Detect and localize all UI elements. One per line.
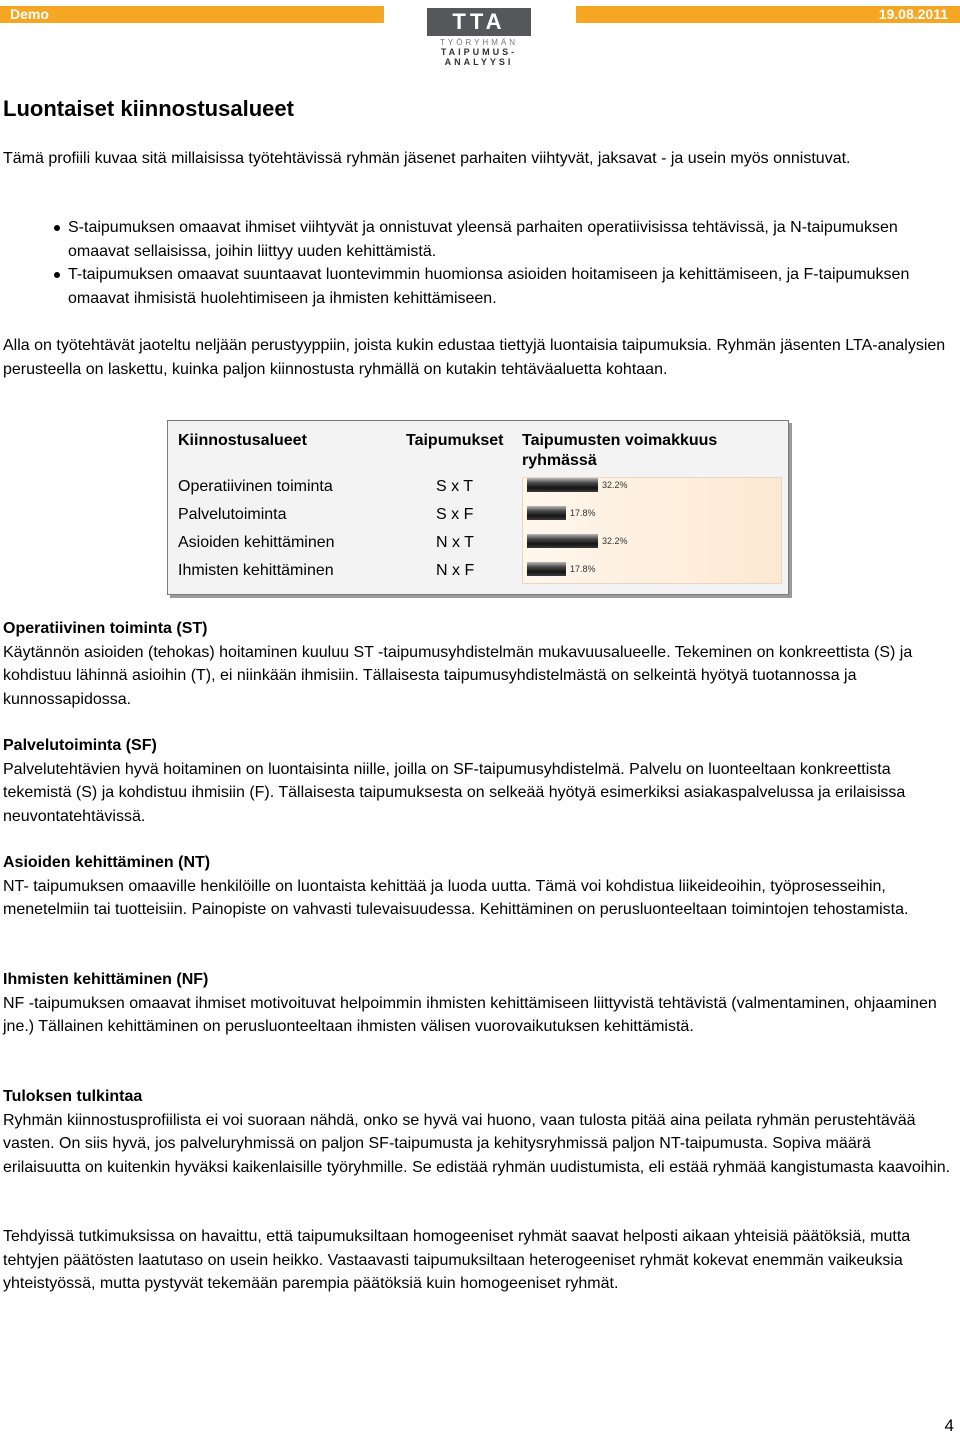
- header-bar-left: [0, 6, 384, 23]
- row-area: Operatiivinen toiminta: [178, 478, 333, 495]
- row-type: N x F: [436, 562, 475, 579]
- col-header-area: Kiinnostusalueet: [178, 432, 307, 449]
- logo-line3: ANALYYSI: [444, 57, 514, 67]
- section-things-development: [3, 851, 951, 922]
- chart-bar: [527, 562, 566, 576]
- header-demo-label: Demo: [10, 6, 49, 22]
- closing-paragraph: Tehdyissä tutkimuksissa on havaittu, että taipumuksiltaan homogeeniset ryhmät saavat helposti aikaan yhteisiä päätöksiä, mutta tehtyjen päätösten laatutaso on usein heikko. Vastaavasti taipumuksiltaan heterogeeniset ryhmät kokevat enemmän vaikeuksia yhteistyössä, mutta pystyvät tekemään parempia päätöksiä kuin homogeeniset ryhmät.: [3, 1228, 911, 1292]
- chart-bar-label: 32.2%: [602, 536, 628, 546]
- page-number: 4: [944, 1416, 954, 1435]
- section-service: [3, 734, 951, 828]
- section-title: Ihmisten kehittäminen (NF): [3, 971, 209, 988]
- interest-table: [167, 420, 789, 595]
- page-title: Luontaiset kiinnostusalueet: [3, 96, 294, 121]
- chart-bar: [527, 534, 598, 548]
- section-interpretation: [3, 1085, 951, 1179]
- section-operative: [3, 617, 951, 711]
- chart-bar-label: 32.2%: [602, 480, 628, 490]
- chart-bar-label: 17.8%: [570, 564, 596, 574]
- logo-mark: TTA: [452, 9, 506, 34]
- section-title: Palvelutoiminta (SF): [3, 737, 157, 754]
- row-type: N x T: [436, 534, 474, 551]
- row-type: S x T: [436, 478, 474, 495]
- strength-bar-chart: [522, 477, 782, 584]
- section-title: Operatiivinen toiminta (ST): [3, 620, 208, 637]
- section-body: NT- taipumuksen omaaville henkilöille on luontaista kehittää ja luoda uutta. Tämä voi kohdistua liikeideoihin, työprosesseihin, menetelmiin tai tuotteisiin. Painopiste on vahvasti tulevaisuudessa. Kehittäminen on perusluonteeltaan toimintojen tehostamista.: [3, 877, 909, 918]
- section-body: Käytännön asioiden (tehokas) hoitaminen kuuluu ST -taipumusyhdistelmän mukavuusalueelle. Tekeminen on konkreettista (S) ja kohdistuu lähinnä asioihin (T), ei niinkään ihmisiin. Tällaisesta taipumusyhdistelmästä on selkeintä hyötyä tuotannossa ja kunnossapidossa.: [3, 643, 913, 708]
- row-area: Palvelutoiminta: [178, 506, 287, 523]
- tta-logo: [427, 8, 531, 66]
- intro-paragraph: Tämä profiili kuvaa sitä millaisissa työtehtävissä ryhmän jäsenet parhaiten viihtyvät, jaksavat - ja usein myös onnistuvat.: [3, 150, 851, 167]
- col-header-strength: Taipumusten voimakkuus ryhmässä: [522, 432, 718, 469]
- analysis-paragraph: Alla on työtehtävät jaoteltu neljään perustyyppiin, joista kukin edustaa tiettyjä luontaisia taipumuksia. Ryhmän jäsenten LTA-analysien perusteella on laskettu, kuinka paljon kiinnostusta ryhmällä on kutakin tehtäväaluetta kohtaan.: [3, 337, 946, 378]
- section-body: Ryhmän kiinnostusprofiilista ei voi suoraan nähdä, onko se hyvä vai huono, vaan tulosta pitää aina peilata ryhmän perustehtävää vasten. On siis hyvä, jos palveluryhmissä on paljon SF-taipumusta ja kehitysryhmissä paljon NT-taipumusta. Sopiva määrä erilaisuutta on kuitenkin hyväksi kaikenlaisille työryhmille. Se edistää ryhmän uudistumista, eli estää ryhmää kangistumasta kaavoihin.: [3, 1111, 951, 1176]
- bullet-item: T-taipumuksen omaavat suuntaavat luontevimmin huomionsa asioiden hoitamiseen ja kehittämiseen, ja F-taipumuksen omaavat ihmisistä huolehtimiseen ja ihmisten kehittämiseen.: [56, 263, 951, 310]
- chart-bar: [527, 506, 566, 520]
- row-area: Asioiden kehittäminen: [178, 534, 335, 551]
- header-date: 19.08.2011: [878, 6, 948, 22]
- bullet-item: S-taipumuksen omaavat ihmiset viihtyvät ja onnistuvat yleensä parhaiten operatiivisissa tehtävissä, ja N-taipumuksen omaavat sellaisissa, joihin liittyy uuden kehittämistä.: [56, 216, 951, 263]
- bullet-list: [56, 216, 951, 310]
- col-header-type: Taipumukset: [406, 432, 504, 449]
- logo-line1: TYÖRYHMÄN: [440, 38, 518, 47]
- logo-line2: TAIPUMUS-: [440, 47, 518, 57]
- chart-bar-label: 17.8%: [570, 508, 596, 518]
- section-body: NF -taipumuksen omaavat ihmiset motivoituvat helpoimmin ihmisten kehittämiseen liittyvistä tehtävistä (valmentaminen, ohjaaminen jne.) Tällainen kehittäminen on perusluonteeltaan ihmisten välisen vuorovaikutuksen kehittämistä.: [3, 994, 937, 1035]
- section-title: Tuloksen tulkintaa: [3, 1088, 143, 1105]
- section-title: Asioiden kehittäminen (NT): [3, 854, 211, 871]
- row-type: S x F: [436, 506, 474, 523]
- section-body: Palvelutehtävien hyvä hoitaminen on luontaisinta niille, joilla on SF-taipumusyhdistelmä. Palvelu on luonteeltaan konkreettista tekemistä (S) ja kohdistuu ihmisiin (F). Tällaisesta taipumuksesta on selkeää hyötyä esimerkiksi asiakaspalvelussa ja erilaisissa neuvontatehtävissä.: [3, 760, 906, 825]
- row-area: Ihmisten kehittäminen: [178, 562, 334, 579]
- chart-bar: [527, 478, 598, 492]
- section-people-development: [3, 968, 951, 1039]
